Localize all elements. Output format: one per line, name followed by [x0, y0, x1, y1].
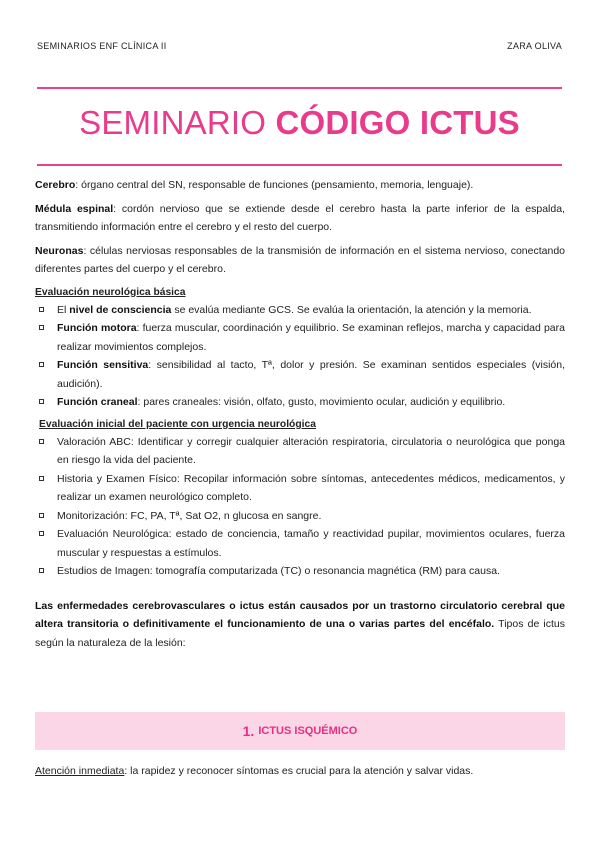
item-bold: Función motora [57, 322, 137, 334]
closing-paragraph [35, 762, 565, 780]
square-bullet-icon [39, 325, 44, 330]
square-bullet-icon [39, 362, 44, 367]
section-title: ICTUS ISQUÉMICO [258, 725, 358, 737]
item-text: Valoración ABC: Identificar y corregir cualquier alteración respiratoria, circulatoria o neurológica que ponga en riesgo la vida del paciente. [57, 435, 565, 466]
section-heading: Evaluación neurológica básica [35, 286, 186, 298]
bullet-list [35, 433, 565, 581]
item-text: : pares craneales: visión, olfato, gusto, movimiento ocular, audición y equilibrio. [137, 396, 506, 408]
item-text: : sensibilidad al tacto, Tª, dolor y presión. Se examinan sentidos especiales (visión, audición). [57, 359, 565, 390]
list-item [35, 433, 565, 470]
title-normal: SEMINARIO [79, 104, 276, 141]
item-bold: Función craneal [57, 396, 138, 408]
body-content [35, 176, 565, 657]
definition-text: : células nerviosas responsables de la transmisión de información en el sistema nervioso, conectando diferentes partes del cuerpo y el cerebro. [35, 244, 565, 275]
closing-text: : la rapidez y reconocer síntomas es crucial para la atención y salvar vidas. [124, 765, 474, 777]
intro-bold: Las enfermedades cerebrovasculares o ictus están causados por un trastorno circulatorio cerebral que altera transitoria o definitivamente el funcionamiento de una o varias partes del encéfalo. [35, 599, 565, 630]
item-text: se evalúa mediante GCS. Se evalúa la orientación, la atención y la memoria. [171, 303, 532, 316]
list-item [35, 525, 565, 562]
square-bullet-icon [39, 399, 44, 404]
definition-text: : órgano central del SN, responsable de funciones (pensamiento, memoria, lenguaje). [75, 179, 474, 191]
list-item [35, 301, 565, 320]
square-bullet-icon [39, 513, 44, 518]
header-course: SEMINARIOS ENF CLÍNICA II [37, 41, 167, 51]
section-heading: Evaluación inicial del paciente con urgencia neurológica [39, 418, 316, 430]
item-text: Evaluación Neurológica: estado de conciencia, tamaño y reactividad pupilar, movimientos oculares, fuerza muscular y respuestas a estímulos. [57, 528, 565, 559]
bullet-list [35, 301, 565, 412]
list-item [35, 393, 565, 412]
square-bullet-icon [39, 531, 44, 536]
section-number: 1. [242, 723, 255, 739]
square-bullet-icon [39, 568, 44, 573]
intro-normal: Tipos de ictus según la naturaleza de la lesión: [35, 618, 566, 649]
list-item [35, 507, 565, 526]
square-bullet-icon [39, 476, 44, 481]
item-text: Historia y Examen Físico: Recopilar información sobre síntomas, antecedentes médicos, medicamentos, y realizar un examen neurológico completo. [57, 472, 565, 503]
item-text: Estudios de Imagen: tomografía computarizada (TC) o resonancia magnética (RM) para causa. [57, 565, 500, 577]
list-item [35, 319, 565, 356]
closing-underlined: Atención inmediata [35, 765, 125, 777]
intro-paragraph [35, 597, 565, 653]
item-text: Monitorización: FC, PA, Tª, Sat O2, n glucosa en sangre. [57, 509, 322, 522]
item-bold: nivel de consciencia [69, 303, 172, 316]
list-item [35, 562, 565, 581]
title-bold: CÓDIGO ICTUS [275, 104, 520, 141]
item-text: El [57, 303, 70, 316]
list-item [35, 470, 565, 507]
definition-term: Neuronas [35, 244, 84, 257]
header-author: ZARA OLIVA [507, 41, 562, 51]
section-banner [35, 712, 565, 750]
definition-paragraph [35, 176, 565, 195]
running-header [37, 41, 562, 51]
definition-term: Médula espinal [35, 202, 114, 215]
definition-paragraph [35, 242, 565, 279]
square-bullet-icon [39, 307, 44, 312]
definition-paragraph [35, 200, 565, 237]
title-rule-bottom [37, 164, 562, 166]
definition-text: : cordón nervioso que se extiende desde el cerebro hasta la parte inferior de la espalda, transmitiendo información entre el cerebro y el resto del cuerpo. [35, 202, 565, 233]
item-text: : fuerza muscular, coordinación y equilibrio. Se examinan reflejos, marcha y capacidad para realizar movimientos complejos. [57, 322, 565, 353]
item-bold: Función sensitiva [57, 359, 149, 371]
page-title [0, 104, 599, 142]
square-bullet-icon [39, 439, 44, 444]
definition-term: Cerebro [35, 179, 76, 191]
list-item [35, 356, 565, 393]
title-rule-top [37, 87, 562, 89]
